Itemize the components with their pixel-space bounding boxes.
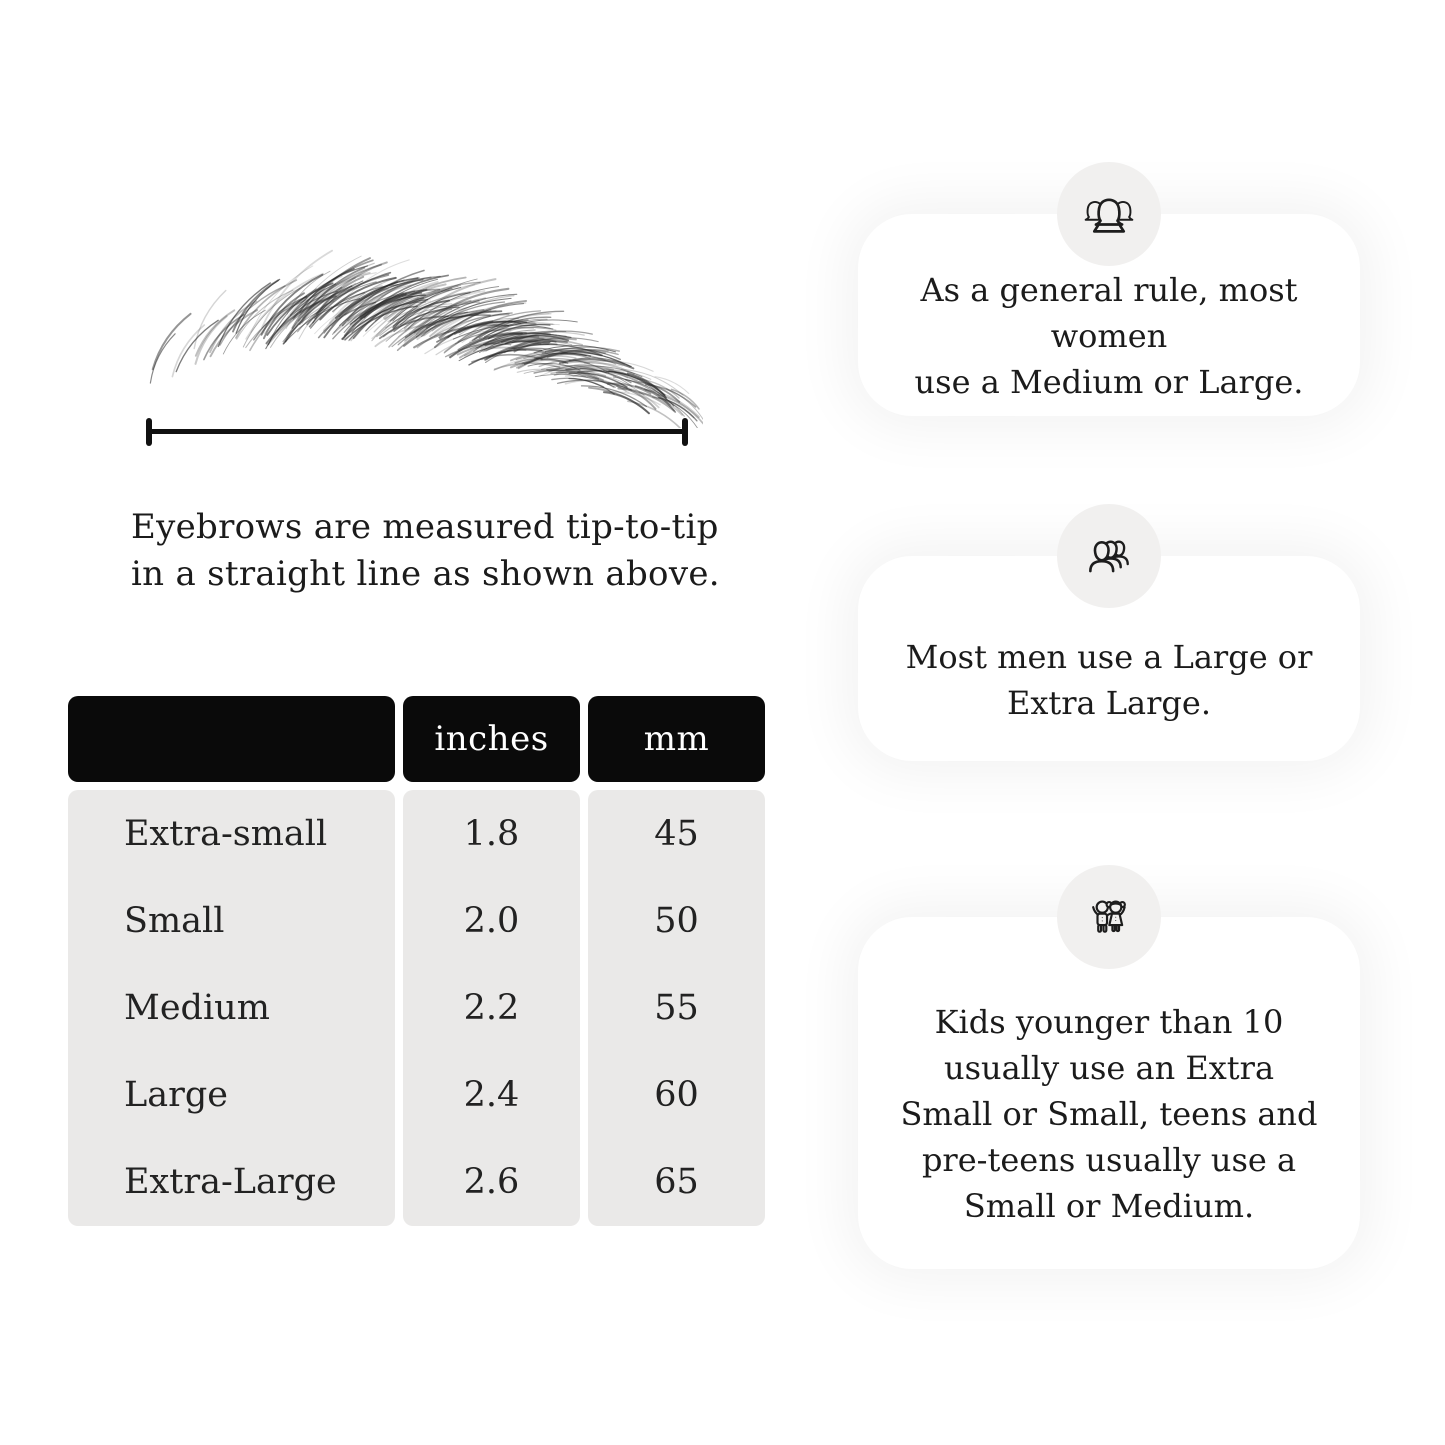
card-text-line: Small or Medium. bbox=[963, 1187, 1255, 1225]
table-cell-mm: 55 bbox=[654, 987, 699, 1028]
measure-right-cap bbox=[682, 418, 688, 446]
caption-line-2: in a straight line as shown above. bbox=[131, 554, 720, 594]
card-text-line: usually use an Extra bbox=[943, 1049, 1275, 1087]
caption-line-1: Eyebrows are measured tip-to-tip bbox=[131, 507, 719, 547]
table-cell-inches: 1.8 bbox=[463, 813, 520, 854]
table-cell-size: Extra-Large bbox=[124, 1162, 337, 1203]
measurement-line bbox=[146, 418, 688, 446]
table-cell-mm: 45 bbox=[654, 813, 699, 854]
table-cell-inches: 2.2 bbox=[463, 987, 520, 1028]
table-header-inches: inches bbox=[403, 696, 580, 782]
table-cell-size: Small bbox=[124, 900, 225, 941]
table-column-size-labels bbox=[68, 790, 395, 1226]
card-text-line: As a general rule, most women bbox=[920, 271, 1298, 355]
table-header-size bbox=[68, 696, 395, 782]
table-cell-size: Extra-small bbox=[124, 813, 328, 854]
table-cell-size: Large bbox=[124, 1075, 228, 1116]
table-column-mm bbox=[588, 790, 765, 1226]
card-kids bbox=[858, 917, 1360, 1269]
card-text-line: Extra Large. bbox=[1006, 683, 1212, 722]
card-men bbox=[858, 556, 1360, 761]
eyebrow-illustration-icon bbox=[103, 218, 703, 428]
table-column-inches bbox=[403, 790, 580, 1226]
table-header-mm: mm bbox=[588, 696, 765, 782]
measure-bar bbox=[148, 429, 686, 434]
table-cell-size: Medium bbox=[124, 987, 270, 1028]
table-cell-mm: 60 bbox=[654, 1075, 699, 1116]
card-text-line: Small or Small, teens and bbox=[900, 1095, 1318, 1133]
card-text-line: pre-teens usually use a bbox=[921, 1141, 1297, 1179]
card-text-line: use a Medium or Large. bbox=[914, 363, 1304, 401]
table-cell-inches: 2.0 bbox=[463, 900, 520, 941]
card-women bbox=[858, 214, 1360, 416]
table-cell-inches: 2.4 bbox=[463, 1075, 520, 1116]
card-text-line: Kids younger than 10 bbox=[934, 1003, 1284, 1041]
men-group-icon bbox=[1057, 504, 1161, 608]
table-cell-mm: 65 bbox=[654, 1162, 699, 1203]
table-cell-inches: 2.6 bbox=[463, 1162, 520, 1203]
women-group-icon bbox=[1057, 162, 1161, 266]
table-cell-mm: 50 bbox=[654, 900, 699, 941]
card-text-line: Most men use a Large or bbox=[905, 637, 1313, 676]
kids-icon bbox=[1057, 865, 1161, 969]
measurement-caption bbox=[131, 504, 720, 598]
